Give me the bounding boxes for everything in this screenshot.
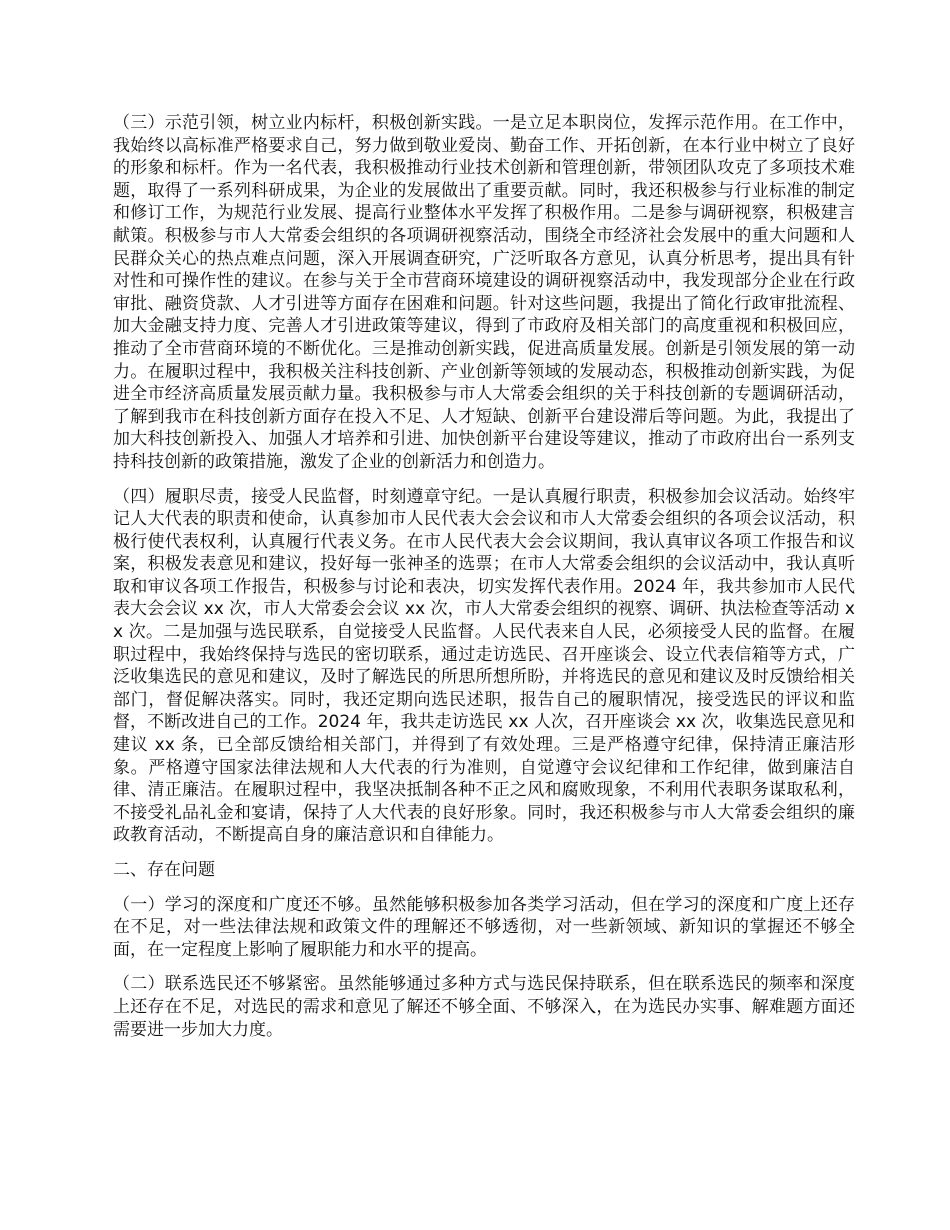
- paragraph-section-4: （四）履职尽责，接受人民监督，时刻遵章守纪。一是认真履行职责，积极参加会议活动。始终牢记人大代表的职责和使命，认真参加市人民代表大会会议和市人大常委会组织的各项会议活动，积极行使代表权利，认真履行代表义务。在市人民代表大会会议期间，我认真审议各项工作报告和议案，积极发表意见和建议，投好每一张神圣的选票；在市人大常委会组织的会议活动中，我认真听取和审议各项工作报告，积极参与讨论和表决，切实发挥代表作用。2024 年，我共参加市人民代表大会会议 xx 次，市人大常委会会议 xx 次，市人大常委会组织的视察、调研、执法检查等活动 xx 次。二是加强与选民联系，自觉接受人民监督。人民代表来自人民，必须接受人民的监督。在履职过程中，我始终保持与选民的密切联系，通过走访选民、召开座谈会、设立代表信箱等方式，广泛收集选民的意见和建议，及时了解选民的所思所想所盼，并将选民的意见和建议及时反馈给相关部门，督促解决落实。同时，我还定期向选民述职，报告自己的履职情况，接受选民的评议和监督，不断改进自己的工作。2024 年，我共走访选民 xx 人次，召开座谈会 xx 次，收集选民意见和建议 xx 条，已全部反馈给相关部门，并得到了有效处理。三是严格遵守纪律，保持清正廉洁形象。严格遵守国家法律法规和人大代表的行为准则，自觉遵守会议纪律和工作纪律，做到廉洁自律、清正廉洁。在履职过程中，我坚决抵制各种不正之风和腐败现象，不利用代表职务谋取私利，不接受礼品礼金和宴请，保持了人大代表的良好形象。同时，我还积极参与市人大常委会组织的廉政教育活动，不断提高自身的廉洁意识和自律能力。: [113, 486, 855, 846]
- paragraph-problem-1: （一）学习的深度和广度还不够。虽然能够积极参加各类学习活动，但在学习的深度和广度上还存在不足，对一些法律法规和政策文件的理解还不够透彻，对一些新领域、新知识的掌握还不够全面，在一定程度上影响了履职能力和水平的提高。: [113, 894, 855, 960]
- section-heading-problems: 二、存在问题: [113, 860, 215, 880]
- paragraph-section-3: （三）示范引领，树立业内标杆，积极创新实践。一是立足本职岗位，发挥示范作用。在工作中，我始终以高标准严格要求自己，努力做到敬业爱岗、勤奋工作、开拓创新，在本行业中树立了良好的形象和标杆。作为一名代表，我积极推动行业技术创新和管理创新，带领团队攻克了多项技术难题，取得了一系列科研成果，为企业的发展做出了重要贡献。同时，我还积极参与行业标准的制定和修订工作，为规范行业发展、提高行业整体水平发挥了积极作用。二是参与调研视察，积极建言献策。积极参与市人大常委会组织的各项调研视察活动，围绕全市经济社会发展中的重大问题和人民群众关心的热点难点问题，深入开展调查研究，广泛听取各方意见，认真分析思考，提出具有针对性和可操作性的建议。在参与关于全市营商环境建设的调研视察活动中，我发现部分企业在行政审批、融资贷款、人才引进等方面存在困难和问题。针对这些问题，我提出了简化行政审批流程、加大金融支持力度、完善人才引进政策等建议，得到了市政府及相关部门的高度重视和积极回应，推动了全市营商环境的不断优化。三是推动创新实践，促进高质量发展。创新是引领发展的第一动力。在履职过程中，我积极关注科技创新、产业创新等领域的发展动态，积极推动创新实践，为促进全市经济高质量发展贡献力量。我积极参与市人大常委会组织的关于科技创新的专题调研活动，了解到我市在科技创新方面存在投入不足、人才短缺、创新平台建设滞后等问题。为此，我提出了加大科技创新投入、加强人才培养和引进、加快创新平台建设等建议，推动了市政府出台一系列支持科技创新的政策措施，激发了企业的创新活力和创造力。: [113, 113, 855, 472]
- paragraph-problem-2: （二）联系选民还不够紧密。虽然能够通过多种方式与选民保持联系，但在联系选民的频率和深度上还存在不足，对选民的需求和意见了解还不够全面、不够深入，在为选民办实事、解难题方面还需要进一步加大力度。: [113, 974, 855, 1040]
- document-page: [113, 112, 855, 1053]
